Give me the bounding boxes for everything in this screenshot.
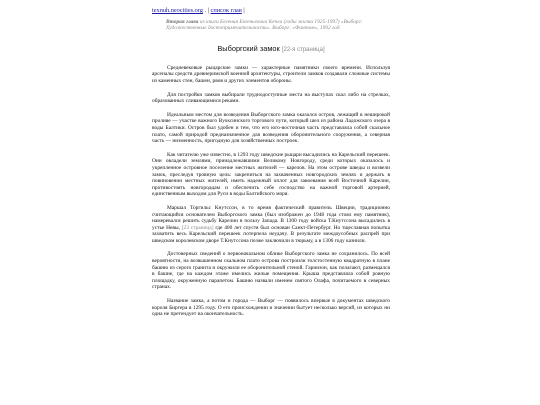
source-text: из книги Евгения Евгеньевича Кепла (годы жизни 1925-1997) «Выборг: Художественные достопримечательности». Выборг: «Фантом», 1992 год.	[166, 19, 363, 32]
document-page	[152, 7, 390, 325]
paragraph-text: Для постройки замков выбирали труднодоступные места на выступах скал либо на стрелках, образованных сливающимися реками.	[152, 91, 390, 105]
chapter-title-text: Выборгский замок	[217, 43, 280, 53]
paragraph	[152, 112, 390, 145]
paragraph-text: Идеальным местом для возведения Выборгского замка оказался остров, лежащий в неширокой проливе — участке важного Вуоксинского торгового пути, который шел из района Ладожского озера в воды Балтики. Остров был удобен и тем, что его юго-восточная часть представляла собой скальное плато, самой природой предназначенное для возведения оборонительного сооружения, а северная часть — низменность, пригодную для хозяйственных построек.	[152, 111, 390, 145]
inline-page-reference: [23 страница]	[181, 224, 214, 231]
paragraph-text: Маршал Торгильс Кнутссон, в то время фактический правитель Швеции, традиционно считающийся основателем Выборгского замка (был изображен до 1948 года стоял ему памятник), намеревался решить судьбу Карелии в пользу Запада. В 1300 году войска Т.Кнутссона высадились в устье Невы,	[152, 204, 390, 231]
paragraph-text: Как читателю уже известно, в 1293 году шведские рыцари высадились на Карельский перешеек. Они овладели землями, принадлежавшими Великому Новгороду, среди которых оказалось и укрепленное островное поселение местных жителей — карелов. На этом острове шведы и возвели замок, преследуя тровную цель: закрепиться на захваченных новгородских землях и держать в повиновении местных жителей, иметь надежный оплот для завоевания всей Восточной Карелии, противостоять новгородцам и обеспечить себе господство на важной торговой артерией, единственным выходом для Руси в воды Балтийского моря.	[152, 151, 390, 198]
paragraph-text: Средневековые рыцарские замки — характерные памятники своего времени. Используя арсеналы средств древнеримской военной архитектуры, строители замков создавали сложные системы из каменных стен, башен, рвов и других элементов обороны.	[152, 64, 390, 84]
paragraph	[152, 92, 390, 105]
paragraph-text: Достоверных сведений о первоначальном облике Выборгского замка не сохранилось. По всей вероятности, на возвышенном скальном плато острова построили толстостенную квадратную в плане башню из серого гранита и окружили ее оборонительной стеной. Гарнизон, как полагают, размещался в башне, где на каждом этаже имелись жилые помещения. Крыша представляла собой ровную площадку, окруженную парапетом. Башню назвали именем святого Олафа, почитаемого в северных странах.	[152, 251, 390, 291]
site-link[interactable]: texnuh.neocities.org	[152, 7, 203, 14]
nav-separator-end: |	[243, 7, 245, 14]
chapter-title	[152, 44, 390, 53]
paragraph	[152, 152, 390, 198]
paragraph	[152, 65, 390, 85]
page-reference: [22-я страница]	[281, 46, 325, 53]
paragraph-text: Название замка, а потом и города — Выборг — появилось впервые в документах шведского короля Биргера в 1295 году. О его происхождении и значении бытует несколько версий, из которых ни одна не претендует на окончательность.	[152, 298, 390, 318]
source-note	[152, 19, 390, 32]
chapter-list-link[interactable]: список глав	[210, 7, 242, 14]
paragraph	[152, 251, 390, 291]
source-lead: Вторая глава	[166, 19, 199, 25]
paragraph-text-continued: где 400 лет спустя был основан Санкт-Петербург. Но тщеславная попытка захватить весь Карельский перешеек потерпела неудачу. В результате междоусобных распрей при шведском королевском дворе Т.Кнутссона позже заключили в тюрьму, а в 1306 году казнили.	[152, 224, 390, 244]
paragraph	[152, 205, 390, 245]
paragraph	[152, 298, 390, 318]
nav-separator: . |	[204, 7, 209, 14]
top-navigation	[152, 7, 390, 15]
